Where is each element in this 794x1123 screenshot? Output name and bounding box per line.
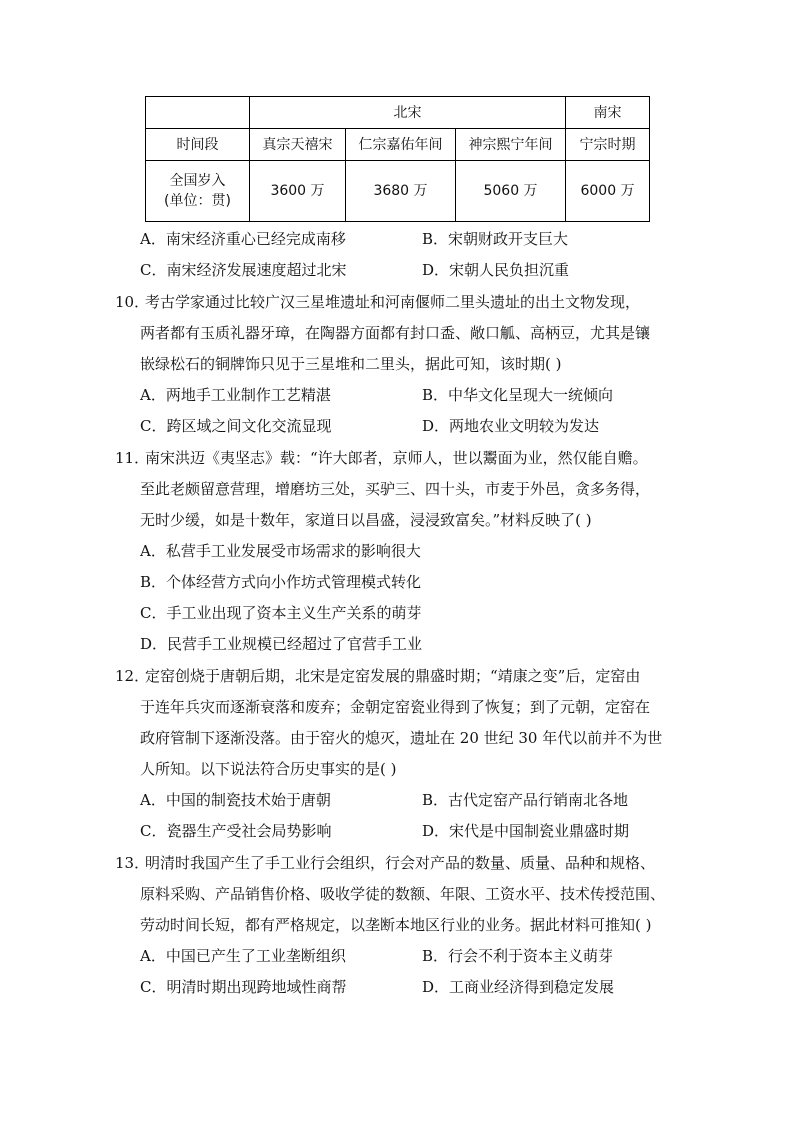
table-cell: 真宗天禧宋 bbox=[250, 129, 346, 161]
question-line bbox=[0, 757, 794, 781]
question-number: 13． bbox=[115, 854, 150, 872]
question-text: 考古学家通过比较广汉三星堆遗址和河南偃师二里头遗址的出土文物发现， bbox=[145, 293, 641, 311]
option-c[interactable]: C．南宋经济发展速度超过北宋 bbox=[140, 261, 347, 279]
question-text: 至此老颇留意营理，增磨坊三处，买驴三、四十头，市麦于外邑，贪多务得， bbox=[140, 480, 651, 498]
question-text: 南宋洪迈《夷坚志》载：“许大郎者，京师人，世以鬻面为业，然仅能自赡。 bbox=[145, 449, 648, 467]
question-text: 嵌绿松石的铜牌饰只见于三星堆和二里头，据此可知，该时期( ) bbox=[140, 355, 562, 373]
table-cell: 5060 万 bbox=[456, 161, 566, 222]
table-row bbox=[146, 129, 650, 161]
table-row-label: 时间段 bbox=[146, 129, 250, 161]
option-c[interactable]: C．手工业出现了资本主义生产关系的萌芽 bbox=[140, 604, 422, 622]
option-row bbox=[0, 975, 794, 999]
question-12 bbox=[0, 664, 794, 688]
table-cell bbox=[146, 97, 250, 129]
question-text: 人所知。以下说法符合历史事实的是( ) bbox=[140, 760, 397, 778]
option-c[interactable]: C．瓷器生产受社会局势影响 bbox=[140, 822, 332, 840]
question-number: 10． bbox=[115, 293, 150, 311]
option-d[interactable]: D．两地农业文明较为发达 bbox=[422, 417, 600, 435]
option-d[interactable]: D．民营手工业规模已经超过了官营手工业 bbox=[140, 635, 423, 653]
table-row bbox=[146, 97, 650, 129]
question-text: 劳动时间长短，都有严格规定，以垄断本地区行业的业务。据此材料可推知( ) bbox=[140, 916, 652, 934]
question-line bbox=[0, 352, 794, 376]
table-cell: 6000 万 bbox=[566, 161, 650, 222]
question-13 bbox=[0, 851, 794, 875]
option-b[interactable]: B．个体经营方式向小作坊式管理模式转化 bbox=[140, 573, 422, 591]
option-row bbox=[0, 539, 794, 563]
table-cell: 神宗熙宁年间 bbox=[456, 129, 566, 161]
question-text: 明清时我国产生了手工业行会组织，行会对产品的数量、质量、品种和规格、 bbox=[145, 854, 656, 872]
option-c[interactable]: C．明清时期出现跨地域性商帮 bbox=[140, 978, 347, 996]
table-row-label bbox=[146, 161, 250, 222]
option-a[interactable]: A．私营手工业发展受市场需求的影响很大 bbox=[140, 542, 421, 560]
income-label-line1: 全国岁入 bbox=[169, 173, 226, 189]
question-line bbox=[0, 913, 794, 937]
question-text: 无时少缓，如是十数年，家道日以昌盛，浸浸致富矣。”材料反映了( ) bbox=[140, 511, 592, 529]
option-a[interactable]: A．中国的制瓷技术始于唐朝 bbox=[140, 791, 331, 809]
question-line bbox=[0, 882, 794, 906]
option-d[interactable]: D．工商业经济得到稳定发展 bbox=[422, 978, 615, 996]
question-text: 于连年兵灾而逐渐衰落和废弃；金朝定窑瓷业得到了恢复；到了元朝，定窑在 bbox=[140, 698, 651, 716]
table-cell: 3680 万 bbox=[346, 161, 456, 222]
option-row bbox=[0, 944, 794, 968]
option-b[interactable]: B．行会不利于资本主义萌芽 bbox=[422, 947, 614, 965]
option-row bbox=[0, 570, 794, 594]
question-text: 定窑创烧于唐朝后期，北宋是定窑发展的鼎盛时期；“靖康之变”后，定窑由 bbox=[145, 667, 641, 685]
option-d[interactable]: D．宋朝人民负担沉重 bbox=[422, 261, 570, 279]
question-line bbox=[0, 695, 794, 719]
question-line bbox=[0, 321, 794, 345]
option-d[interactable]: D．宋代是中国制瓷业鼎盛时期 bbox=[422, 822, 630, 840]
option-a[interactable]: A．中国已产生了工业垄断组织 bbox=[140, 947, 346, 965]
revenue-table bbox=[145, 96, 650, 222]
option-row bbox=[0, 632, 794, 656]
option-b[interactable]: B．中华文化呈现大一统倾向 bbox=[422, 386, 614, 404]
option-c[interactable]: C．跨区域之间文化交流显现 bbox=[140, 417, 332, 435]
table-row bbox=[146, 161, 650, 222]
option-b[interactable]: B．古代定窑产品行销南北各地 bbox=[422, 791, 629, 809]
option-a[interactable]: A．两地手工业制作工艺精湛 bbox=[140, 386, 331, 404]
option-row bbox=[0, 601, 794, 625]
question-10 bbox=[0, 290, 794, 314]
option-row bbox=[0, 788, 794, 812]
question-line bbox=[0, 726, 794, 750]
table-header-south-song: 南宋 bbox=[566, 97, 650, 129]
option-a[interactable]: A．南宋经济重心已经完成南移 bbox=[140, 230, 346, 248]
option-row bbox=[0, 383, 794, 407]
table-header-north-song: 北宋 bbox=[250, 97, 566, 129]
table-cell: 仁宗嘉佑年间 bbox=[346, 129, 456, 161]
income-label-line2: (单位：贯) bbox=[164, 193, 231, 209]
question-text: 两者都有玉质礼器牙璋，在陶器方面都有封口盉、敞口觚、高柄豆，尤其是镶 bbox=[140, 324, 651, 342]
question-number: 11． bbox=[115, 449, 150, 467]
table-cell: 宁宗时期 bbox=[566, 129, 650, 161]
question-line bbox=[0, 508, 794, 532]
question-text: 原料采购、产品销售价格、吸收学徒的数额、年限、工资水平、技术传授范围、 bbox=[140, 885, 666, 903]
option-row bbox=[0, 819, 794, 843]
option-row bbox=[0, 414, 794, 438]
table-cell: 3600 万 bbox=[250, 161, 346, 222]
question-11 bbox=[0, 446, 794, 470]
option-row bbox=[0, 258, 794, 282]
option-b[interactable]: B．宋朝财政开支巨大 bbox=[422, 230, 569, 248]
question-line bbox=[0, 477, 794, 501]
question-number: 12． bbox=[115, 667, 150, 685]
option-row bbox=[0, 227, 794, 251]
question-text: 政府管制下逐渐没落。由于窑火的熄灭，遗址在 20 世纪 30 年代以前并不为世 bbox=[140, 729, 663, 747]
